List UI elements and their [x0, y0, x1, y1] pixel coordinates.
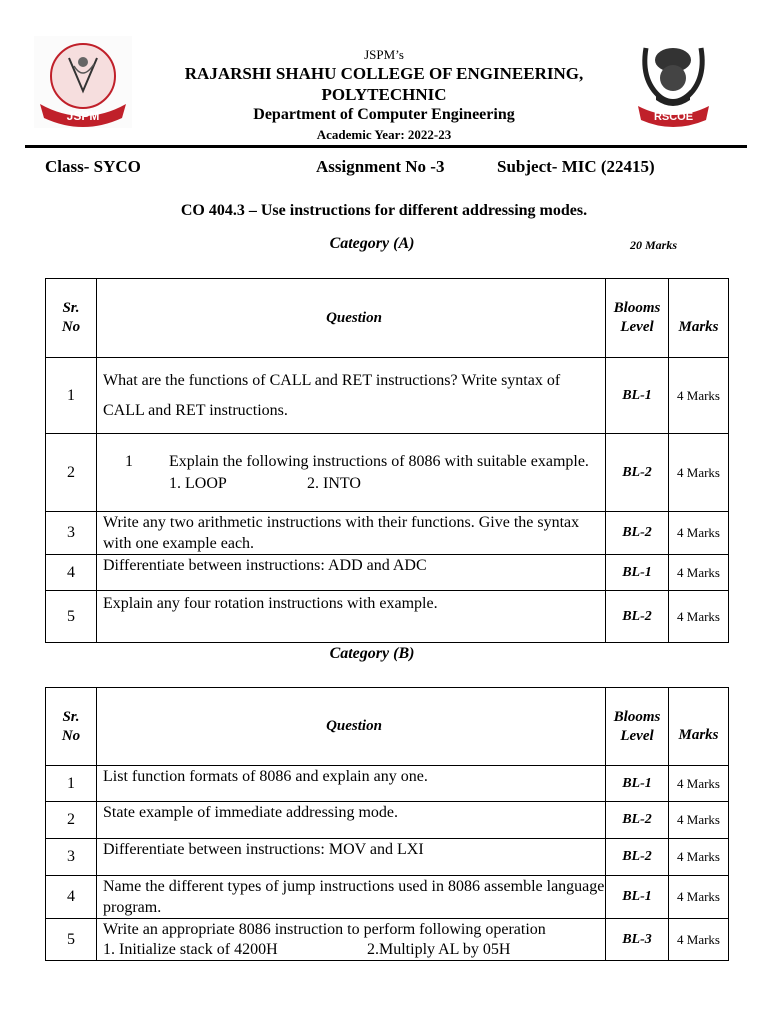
table-header-row — [46, 688, 729, 766]
row-level: BL-2 — [606, 591, 669, 643]
question-text: Explain the following instructions of 8086 with suitable example. — [169, 452, 589, 470]
department-name: Department of Computer Engineering — [253, 106, 515, 123]
row-marks: 4 Marks — [669, 919, 729, 961]
table-row — [46, 591, 729, 643]
row-sr: 3 — [46, 512, 97, 555]
header-sr-no — [46, 279, 97, 358]
row-level: BL-2 — [606, 512, 669, 555]
category-a-total-marks: 20 Marks — [630, 238, 678, 252]
header-sr-line2: No — [61, 319, 81, 335]
row-marks: 4 Marks — [669, 766, 729, 802]
option-loop: 1. LOOP — [169, 474, 227, 492]
row-marks: 4 Marks — [669, 555, 729, 591]
category-a-table — [45, 278, 729, 643]
assignment-label: Assignment No -3 — [316, 157, 445, 176]
row-question: Differentiate between instructions: ADD and ADC — [97, 555, 606, 591]
row-sr: 5 — [46, 919, 97, 961]
academic-year: Academic Year: 2022-23 — [316, 127, 452, 142]
row-sr: 1 — [46, 766, 97, 802]
row-marks: 4 Marks — [669, 512, 729, 555]
table-row — [46, 512, 729, 555]
row-sr: 2 — [46, 802, 97, 839]
table-row — [46, 876, 729, 919]
row-marks: 4 Marks — [669, 434, 729, 512]
row-question — [97, 434, 606, 512]
category-b-title: Category (B) — [329, 645, 415, 662]
row-level: BL-1 — [606, 555, 669, 591]
header-blooms-line1: Blooms — [613, 300, 661, 317]
row-question: Differentiate between instructions: MOV and LXI — [97, 839, 606, 876]
row-question: What are the functions of CALL and RET instructions? Write syntax of CALL and RET instructions. — [97, 358, 606, 434]
header-blooms-level — [606, 688, 669, 766]
row-question — [97, 919, 606, 961]
row-level: BL-2 — [606, 802, 669, 839]
row-sr: 5 — [46, 591, 97, 643]
header-question: Question — [97, 688, 606, 766]
svg-text:JSPM: JSPM — [66, 109, 100, 123]
row-marks: 4 Marks — [669, 876, 729, 919]
header-sr-line1: Sr. — [62, 708, 80, 725]
table-row — [46, 555, 729, 591]
row-level: BL-2 — [606, 839, 669, 876]
operation-2: 2.Multiply AL by 05H — [367, 940, 511, 958]
rscoe-logo — [626, 38, 721, 128]
row-question: Write any two arithmetic instructions with their functions. Give the syntax with one example each. — [97, 512, 606, 555]
row-sr: 2 — [46, 434, 97, 512]
header-marks: Marks — [669, 688, 729, 766]
table-row — [46, 358, 729, 434]
row-level: BL-2 — [606, 434, 669, 512]
row-question: List function formats of 8086 and explain any one. — [97, 766, 606, 802]
header-sr-line2: No — [61, 727, 81, 744]
row-marks: 4 Marks — [669, 358, 729, 434]
college-name-line1: RAJARSHI SHAHU COLLEGE OF ENGINEERING, — [184, 64, 584, 83]
operation-1: 1. Initialize stack of 4200H — [103, 940, 278, 958]
question-text: Write an appropriate 8086 instruction to perform following operation — [103, 920, 546, 938]
row-question: Name the different types of jump instructions used in 8086 assemble language program. — [97, 876, 606, 919]
question-options — [169, 473, 605, 495]
row-marks: 4 Marks — [669, 591, 729, 643]
header-blooms-line2: Level — [620, 727, 654, 744]
header-marks: Marks — [669, 279, 729, 358]
table-row — [46, 434, 729, 512]
college-name-line2: POLYTECHNIC — [321, 85, 447, 104]
question-operations — [103, 940, 605, 960]
row-sr: 4 — [46, 555, 97, 591]
svg-text:RSCOE: RSCOE — [653, 111, 694, 123]
header-divider — [25, 145, 747, 148]
row-level: BL-3 — [606, 919, 669, 961]
course-outcome: CO 404.3 – Use instructions for different addressing modes. — [180, 202, 588, 219]
table-row — [46, 919, 729, 961]
subject-label: Subject- MIC (22415) — [497, 157, 655, 176]
row-question: State example of immediate addressing mode. — [97, 802, 606, 839]
table-row — [46, 802, 729, 839]
header-question: Question — [97, 279, 606, 358]
header-sr-no — [46, 688, 97, 766]
table-header-row — [46, 279, 729, 358]
row-level: BL-1 — [606, 876, 669, 919]
header-blooms-level — [606, 279, 669, 358]
row-sr: 3 — [46, 839, 97, 876]
header-sr-line1: Sr. — [62, 300, 80, 317]
row-level: BL-1 — [606, 766, 669, 802]
row-marks: 4 Marks — [669, 802, 729, 839]
table-row — [46, 839, 729, 876]
category-b-table — [45, 687, 729, 961]
question-list-number: 1 — [125, 452, 133, 470]
row-question: Explain any four rotation instructions with example. — [97, 591, 606, 643]
org-short: JSPM’s — [364, 47, 404, 62]
table-row — [46, 766, 729, 802]
row-sr: 4 — [46, 876, 97, 919]
header-blooms-line1: Blooms — [613, 708, 661, 725]
option-into: 2. INTO — [307, 474, 361, 492]
jspm-logo — [34, 36, 132, 128]
class-label: Class- SYCO — [45, 157, 141, 176]
header-blooms-line2: Level — [620, 319, 654, 335]
category-a-title: Category (A) — [329, 235, 415, 252]
row-level: BL-1 — [606, 358, 669, 434]
row-marks: 4 Marks — [669, 839, 729, 876]
row-sr: 1 — [46, 358, 97, 434]
